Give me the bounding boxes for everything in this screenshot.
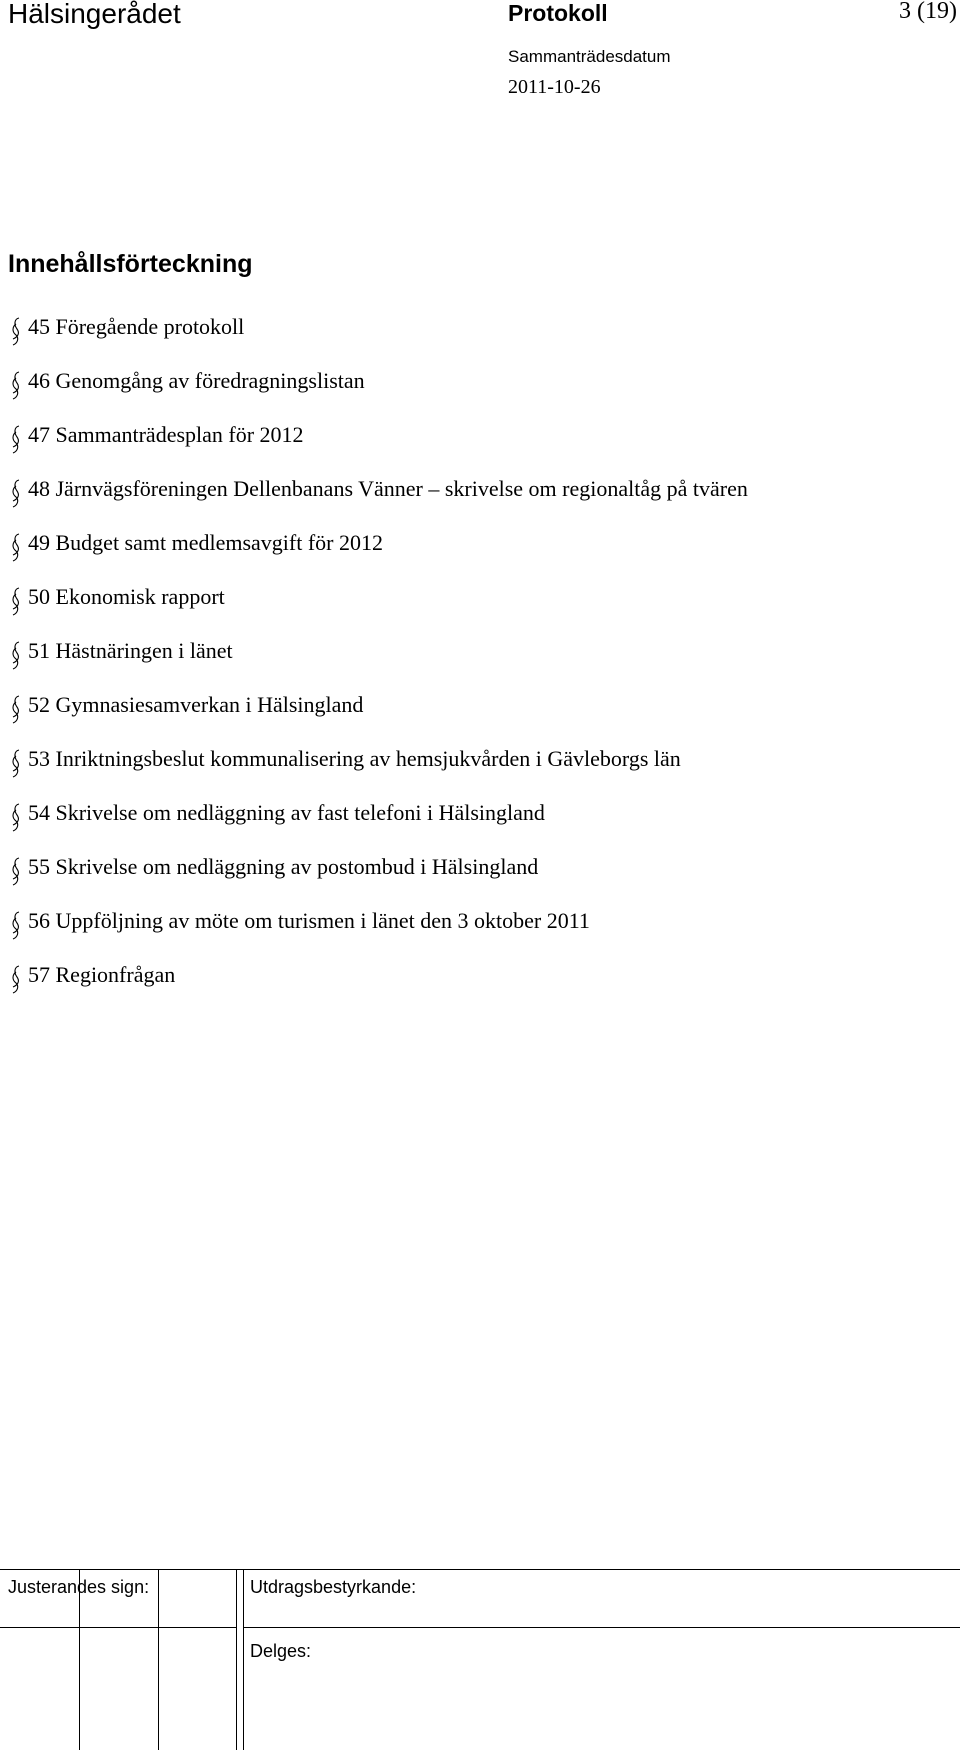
toc-item <box>8 852 948 906</box>
toc-item-text: 55 Skrivelse om nedläggning av postombud i Hälsingland <box>28 854 539 879</box>
section-sign-icon <box>8 909 24 941</box>
footer-top-rule <box>0 1569 960 1570</box>
toc-item <box>8 798 948 852</box>
toc-item <box>8 420 948 474</box>
toc-item-text: 49 Budget samt medlemsavgift för 2012 <box>28 530 383 555</box>
toc-list <box>8 312 948 1014</box>
section-sign-icon <box>8 477 24 509</box>
toc-item <box>8 474 948 528</box>
footer-right-rule <box>243 1627 960 1628</box>
signature-box-divider <box>236 1569 237 1750</box>
toc-item-text: 54 Skrivelse om nedläggning av fast telefoni i Hälsingland <box>28 800 545 825</box>
toc-item-text: 46 Genomgång av föredragningslistan <box>28 368 365 393</box>
page-number: 3 (19) <box>899 0 957 24</box>
toc-item <box>8 366 948 420</box>
signature-box-divider <box>158 1569 159 1750</box>
toc-item-text: 57 Regionfrågan <box>28 962 176 987</box>
section-sign-icon <box>8 369 24 401</box>
toc-item-text: 56 Uppföljning av möte om turismen i länet den 3 oktober 2011 <box>28 908 590 933</box>
distribution-label: Delges: <box>250 1641 312 1661</box>
toc-item-text: 53 Inriktningsbeslut kommunalisering av hemsjukvården i Gävleborgs län <box>28 746 681 771</box>
toc-item <box>8 690 948 744</box>
document-type: Protokoll <box>508 0 608 26</box>
toc-item <box>8 906 948 960</box>
section-sign-icon <box>8 693 24 725</box>
toc-item-text: 48 Järnvägsföreningen Dellenbanans Vänner – skrivelse om regionaltåg på tvären <box>28 476 748 501</box>
toc-item <box>8 960 948 1014</box>
toc-item <box>8 582 948 636</box>
organization-name: Hälsingerådet <box>8 0 181 29</box>
section-sign-icon <box>8 423 24 455</box>
toc-item <box>8 528 948 582</box>
section-sign-icon <box>8 639 24 671</box>
toc-item-text: 52 Gymnasiesamverkan i Hälsingland <box>28 692 364 717</box>
meeting-date-label: Sammanträdesdatum <box>508 47 671 66</box>
section-sign-icon <box>8 315 24 347</box>
toc-item <box>8 744 948 798</box>
footer-signature-rule <box>0 1627 236 1628</box>
certified-extract-label: Utdragsbestyrkande: <box>250 1577 417 1597</box>
toc-heading: Innehållsförteckning <box>8 250 253 278</box>
section-sign-icon <box>8 963 24 995</box>
footer-column-divider <box>243 1569 244 1750</box>
section-sign-icon <box>8 585 24 617</box>
section-sign-icon <box>8 531 24 563</box>
meeting-date: 2011-10-26 <box>508 76 601 98</box>
adjusters-signature-label: Justerandes sign: <box>8 1577 150 1597</box>
toc-item <box>8 312 948 366</box>
toc-item-text: 50 Ekonomisk rapport <box>28 584 225 609</box>
toc-item <box>8 636 948 690</box>
section-sign-icon <box>8 855 24 887</box>
section-sign-icon <box>8 747 24 779</box>
toc-item-text: 45 Föregående protokoll <box>28 314 245 339</box>
toc-item-text: 51 Hästnäringen i länet <box>28 638 233 663</box>
section-sign-icon <box>8 801 24 833</box>
toc-item-text: 47 Sammanträdesplan för 2012 <box>28 422 304 447</box>
